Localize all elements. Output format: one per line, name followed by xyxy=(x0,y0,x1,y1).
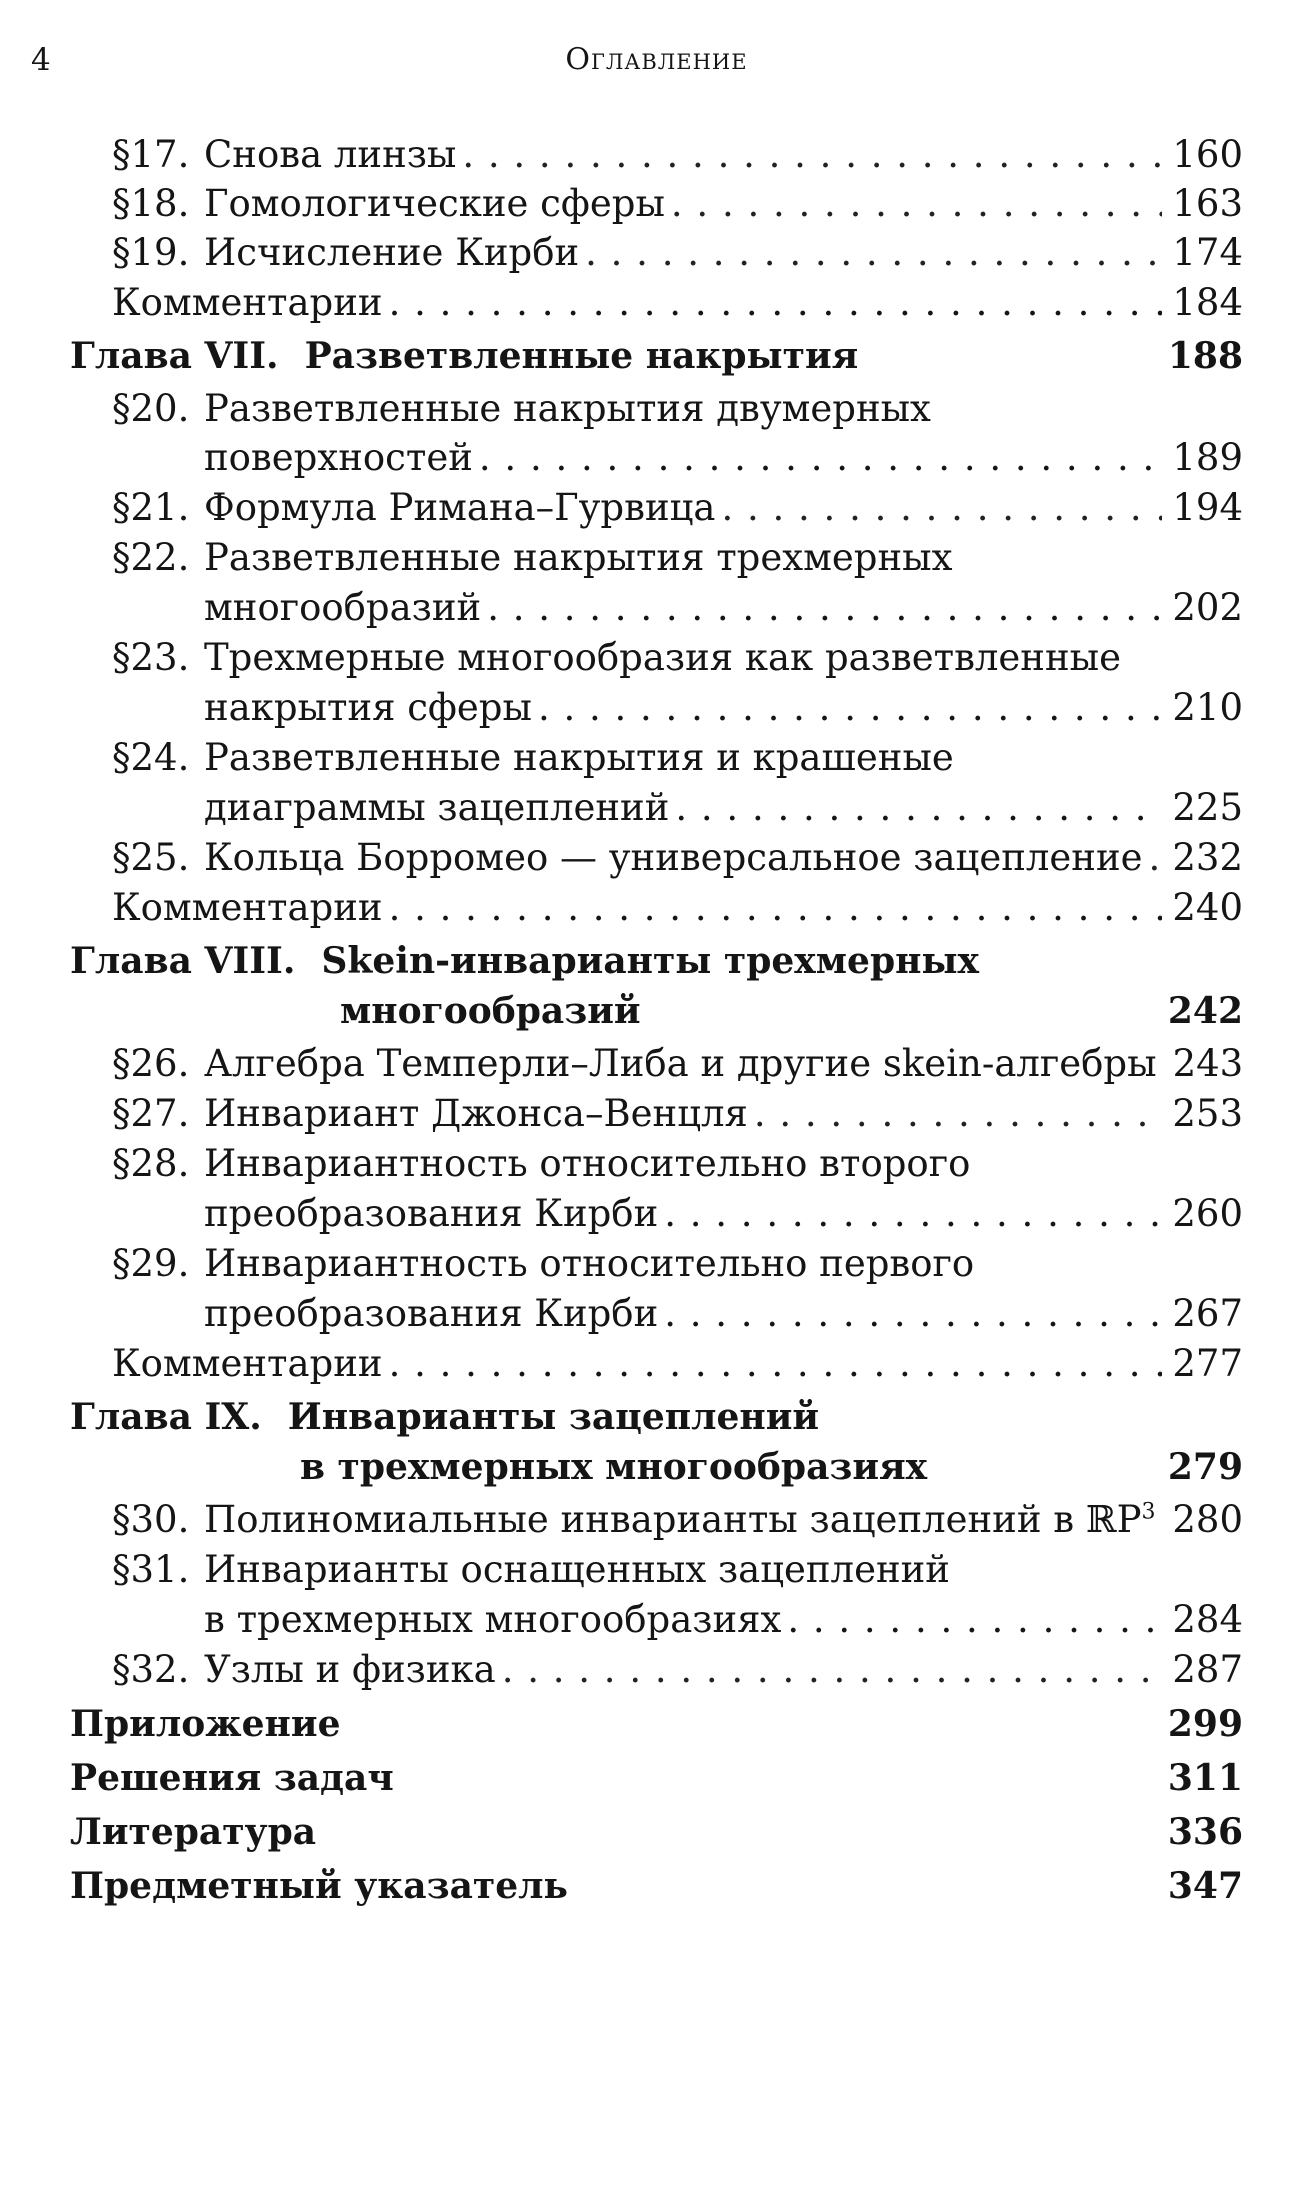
toc-entry-s19[interactable] xyxy=(112,229,1243,277)
page-ref: 299 xyxy=(1167,1703,1243,1745)
dot-leader xyxy=(671,180,1162,228)
section-title-cont: поверхностей xyxy=(204,436,473,479)
section-number: §22. xyxy=(112,536,190,579)
toc-entry-s26[interactable] xyxy=(112,1040,1243,1088)
section-title: Исчисление Кирби xyxy=(204,231,580,274)
backmatter-title: Приложение xyxy=(70,1703,341,1745)
dot-leader xyxy=(1161,1496,1162,1544)
toc-chapter-8-cont[interactable] xyxy=(340,987,1243,1035)
toc-solutions[interactable] xyxy=(70,1754,1243,1802)
toc-entry-s31-cont[interactable] xyxy=(204,1596,1243,1644)
section-title-cont: многообразий xyxy=(204,586,482,629)
page-ref: 174 xyxy=(1172,231,1243,274)
page-ref: 347 xyxy=(1167,1865,1243,1907)
toc-entry-s31[interactable] xyxy=(112,1546,1243,1594)
toc-entry-s24[interactable] xyxy=(112,734,1243,782)
page-ref: 202 xyxy=(1172,586,1243,629)
page-ref: 188 xyxy=(1167,335,1243,377)
toc-entry-s29-cont[interactable] xyxy=(204,1290,1243,1338)
chapter-label: Глава IX. xyxy=(70,1396,262,1438)
toc-entry-s30[interactable] xyxy=(112,1496,1243,1544)
page-ref: 280 xyxy=(1172,1498,1243,1541)
section-title: Разветвленные накрытия трехмерных xyxy=(204,536,953,579)
comments-title: Комментарии xyxy=(112,281,383,324)
toc-chapter-8[interactable] xyxy=(70,937,1243,985)
dot-leader xyxy=(585,229,1162,277)
page-ref: 160 xyxy=(1172,133,1243,176)
page-ref: 184 xyxy=(1172,281,1243,324)
page-ref: 267 xyxy=(1172,1292,1243,1335)
toc-entry-s27[interactable] xyxy=(112,1090,1243,1138)
section-number: §19. xyxy=(112,231,190,274)
page-ref: 284 xyxy=(1172,1598,1243,1641)
section-number: §26. xyxy=(112,1042,190,1085)
dot-leader xyxy=(479,434,1162,482)
section-title-cont: диаграммы зацеплений xyxy=(204,786,670,829)
comments-title: Комментарии xyxy=(112,886,383,929)
page-ref: 242 xyxy=(1167,990,1243,1032)
section-number: §24. xyxy=(112,736,190,779)
section-title: Разветвленные накрытия двумерных xyxy=(204,387,931,430)
toc-entry-s20[interactable] xyxy=(112,385,1243,433)
dot-leader xyxy=(502,1646,1163,1694)
chapter-label: Глава VII. xyxy=(70,335,279,377)
chapter-title: Skein-инварианты трехмерных xyxy=(321,940,980,982)
toc-literature[interactable] xyxy=(70,1808,1243,1856)
page-ref: 163 xyxy=(1172,182,1243,225)
section-title: Инвариантность относительно второго xyxy=(204,1142,971,1185)
toc-entry-s28[interactable] xyxy=(112,1140,1243,1188)
superscript: 3 xyxy=(1141,1499,1156,1525)
page-ref: 336 xyxy=(1167,1811,1243,1853)
toc-chapter-7[interactable] xyxy=(70,332,1243,380)
section-number: §20. xyxy=(112,387,190,430)
toc-entry-comments-ch8[interactable] xyxy=(112,1340,1243,1388)
dot-leader xyxy=(538,684,1162,732)
dot-leader xyxy=(1149,834,1163,882)
dot-leader xyxy=(487,584,1162,632)
page-ref: 240 xyxy=(1172,886,1243,929)
section-number: §31. xyxy=(112,1548,190,1591)
section-title-cont: в трехмерных многообразиях xyxy=(204,1598,782,1641)
page-ref: 225 xyxy=(1172,786,1243,829)
page-ref: 279 xyxy=(1167,1446,1243,1488)
toc-entry-s24-cont[interactable] xyxy=(204,784,1243,832)
section-title-cont: преобразования Кирби xyxy=(204,1192,659,1235)
section-number: §30. xyxy=(112,1498,190,1541)
section-title-cont: накрытия сферы xyxy=(204,686,532,729)
section-title: Гомологические сферы xyxy=(204,182,665,225)
toc-chapter-9[interactable] xyxy=(70,1393,1243,1441)
chapter-title-cont: многообразий xyxy=(340,990,641,1032)
dot-leader xyxy=(787,1596,1162,1644)
section-title: Инварианты оснащенных зацеплений xyxy=(204,1548,950,1591)
dot-leader xyxy=(675,784,1162,832)
section-number: §28. xyxy=(112,1142,190,1185)
dot-leader xyxy=(664,1290,1162,1338)
toc-chapter-9-cont[interactable] xyxy=(300,1443,1243,1491)
backmatter-title: Предметный указатель xyxy=(70,1865,568,1907)
comments-title: Комментарии xyxy=(112,1342,383,1385)
running-title: Оглавление xyxy=(565,42,748,77)
dot-leader xyxy=(721,484,1162,532)
page-ref: 210 xyxy=(1172,686,1243,729)
page-ref: 232 xyxy=(1172,836,1243,879)
toc-entry-s22[interactable] xyxy=(112,534,1243,582)
backmatter-title: Решения задач xyxy=(70,1757,394,1799)
section-number: §25. xyxy=(112,836,190,879)
section-title: Узлы и физика xyxy=(204,1648,496,1691)
page-ref: 260 xyxy=(1172,1192,1243,1235)
section-title: Разветвленные накрытия и крашеные xyxy=(204,736,954,779)
toc-entry-s25[interactable] xyxy=(112,834,1243,882)
section-number: §21. xyxy=(112,486,190,529)
toc-entry-s29[interactable] xyxy=(112,1240,1243,1288)
toc-entry-s28-cont[interactable] xyxy=(204,1190,1243,1238)
toc-entry-s23[interactable] xyxy=(112,634,1243,682)
toc-entry-comments-ch6[interactable] xyxy=(112,279,1243,327)
section-title: Инвариантность относительно первого xyxy=(204,1242,975,1285)
dot-leader xyxy=(462,131,1162,179)
section-number: §17. xyxy=(112,133,190,176)
page-ref: 311 xyxy=(1167,1757,1243,1799)
toc-entry-s21[interactable] xyxy=(112,484,1243,532)
toc-entry-s32[interactable] xyxy=(112,1646,1243,1694)
section-title: Снова линзы xyxy=(204,133,457,176)
dot-leader xyxy=(389,884,1163,932)
toc-appendix[interactable] xyxy=(70,1700,1243,1748)
page-ref: 287 xyxy=(1172,1648,1243,1691)
toc-entry-s22-cont[interactable] xyxy=(204,584,1243,632)
toc-entry-s18[interactable] xyxy=(112,180,1243,228)
section-number: §27. xyxy=(112,1092,190,1135)
dot-leader xyxy=(389,1340,1163,1388)
toc-entry-comments-ch7[interactable] xyxy=(112,884,1243,932)
chapter-title-cont: в трехмерных многообразиях xyxy=(300,1446,928,1488)
backmatter-title: Литература xyxy=(70,1811,317,1853)
section-number: §32. xyxy=(112,1648,190,1691)
dot-leader xyxy=(664,1190,1162,1238)
chapter-title: Разветвленные накрытия xyxy=(304,335,859,377)
section-title: Формула Римана–Гурвица xyxy=(204,486,716,529)
page-ref: 253 xyxy=(1172,1092,1243,1135)
page-ref: 243 xyxy=(1172,1042,1244,1085)
section-title-cont: преобразования Кирби xyxy=(204,1292,659,1335)
chapter-label: Глава VIII. xyxy=(70,940,296,982)
section-title: Трехмерные многообразия как разветвленные xyxy=(204,636,1121,679)
toc-entry-s20-cont[interactable] xyxy=(204,434,1243,482)
page-ref: 194 xyxy=(1172,486,1243,529)
page-number: 4 xyxy=(31,42,51,78)
dot-leader xyxy=(389,279,1163,327)
section-number: §18. xyxy=(112,182,190,225)
section-number: §23. xyxy=(112,636,190,679)
section-title: Полиномиальные инварианты зацеплений в ℝP$^3$ xyxy=(204,1498,1156,1541)
chapter-title: Инварианты зацеплений xyxy=(287,1396,820,1438)
toc-entry-s17[interactable] xyxy=(112,131,1243,179)
section-title: Инвариант Джонса–Венцля xyxy=(204,1092,748,1135)
toc-entry-s23-cont[interactable] xyxy=(204,684,1243,732)
section-title: Алгебра Темперли–Либа и другие skein-алгебры xyxy=(204,1042,1157,1085)
section-title: Кольца Борромео — универсальное зацепление xyxy=(204,836,1143,879)
section-number: §29. xyxy=(112,1242,190,1285)
page-ref: 189 xyxy=(1172,436,1243,479)
dot-leader xyxy=(754,1090,1163,1138)
toc-index[interactable] xyxy=(70,1862,1243,1910)
page-ref: 277 xyxy=(1172,1342,1243,1385)
